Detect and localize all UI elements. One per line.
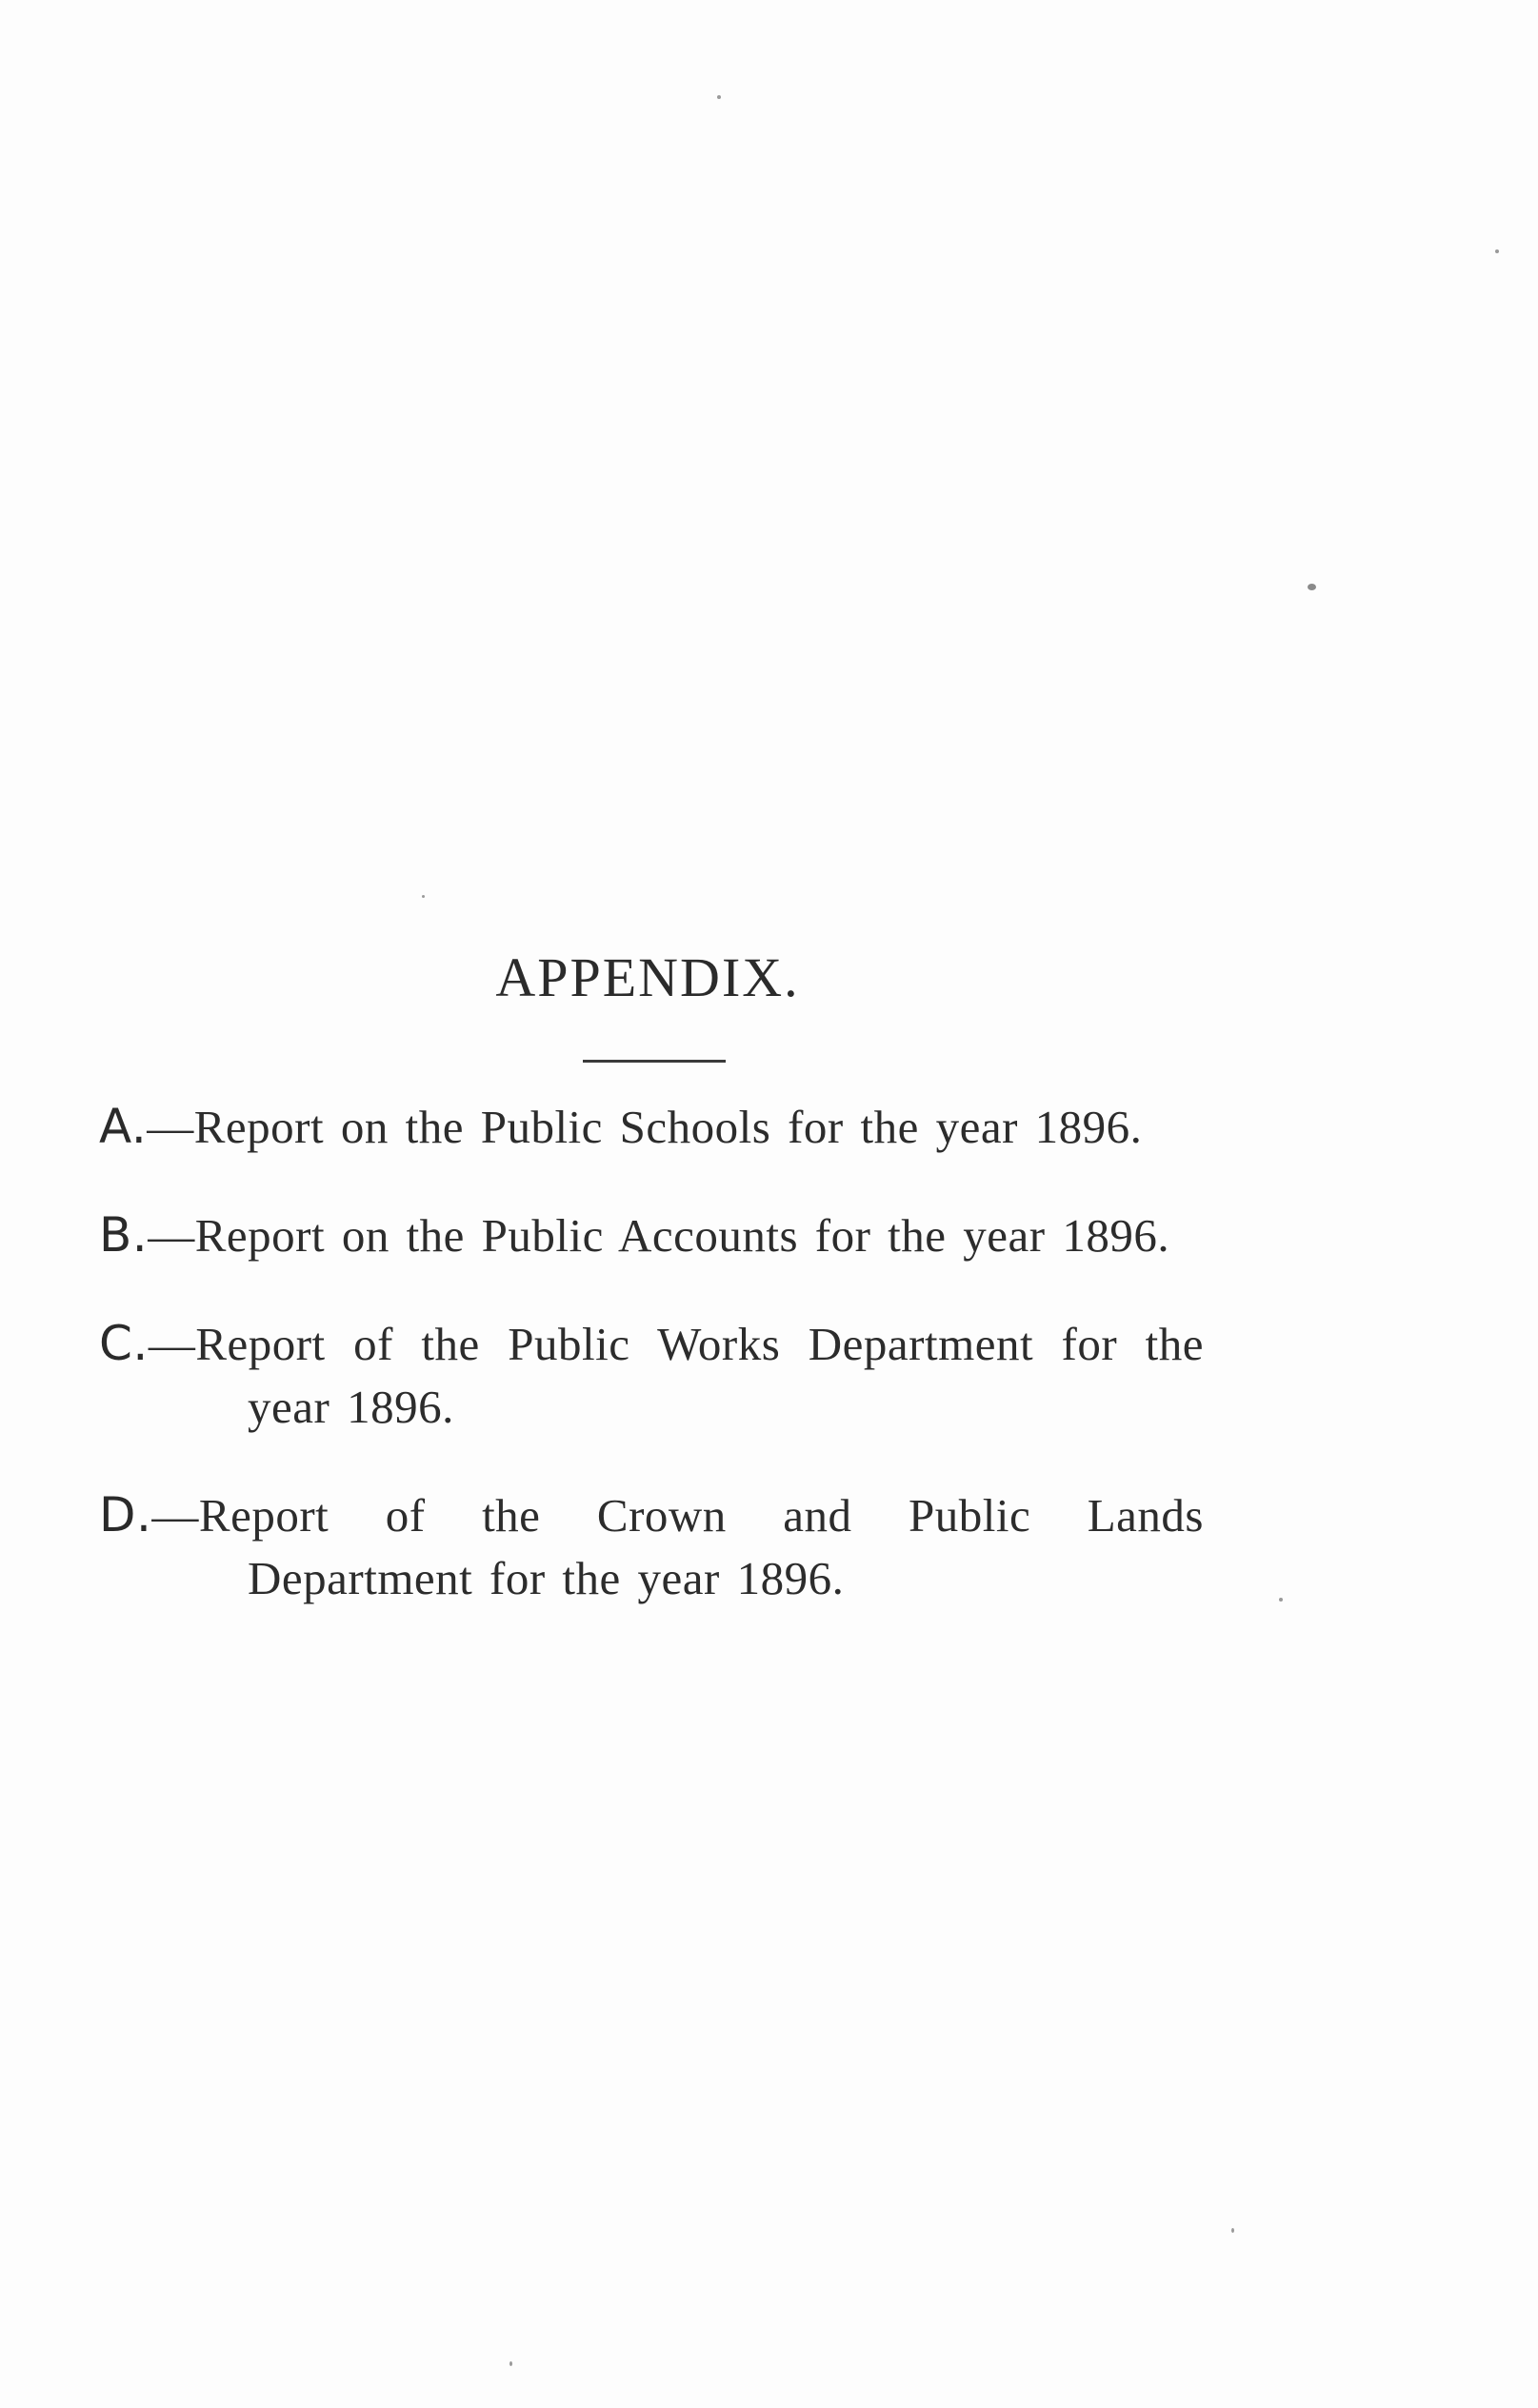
entry-text: Report on the Public Schools for the year 1896. bbox=[193, 1101, 1143, 1153]
scan-speck bbox=[422, 895, 425, 898]
appendix-entry-c bbox=[99, 1312, 1204, 1439]
scan-speck bbox=[1308, 584, 1316, 590]
heading-rule bbox=[583, 1060, 726, 1063]
appendix-list bbox=[99, 1095, 1204, 1655]
entry-letter: B. bbox=[99, 1207, 149, 1263]
appendix-entry-a bbox=[99, 1095, 1204, 1159]
entry-letter: A. bbox=[99, 1099, 148, 1154]
appendix-entry-b bbox=[99, 1204, 1204, 1267]
appendix-entry-d bbox=[99, 1483, 1204, 1610]
entry-dash: — bbox=[148, 1209, 195, 1262]
entry-letter: D. bbox=[99, 1487, 152, 1542]
scan-speck bbox=[1231, 2228, 1234, 2233]
scan-speck bbox=[1495, 249, 1499, 253]
entry-text: Report on the Public Accounts for the year 1896. bbox=[194, 1209, 1170, 1262]
entry-text: Report of the Crown and Public Lands Department for the year 1896. bbox=[198, 1489, 1204, 1604]
entry-dash: — bbox=[148, 1318, 196, 1370]
scan-speck bbox=[1279, 1598, 1283, 1602]
entry-dash: — bbox=[147, 1101, 194, 1153]
scan-speck bbox=[717, 95, 721, 99]
entry-dash: — bbox=[151, 1489, 199, 1542]
scan-speck bbox=[509, 2361, 512, 2366]
appendix-heading: APPENDIX. bbox=[495, 946, 800, 1008]
entry-letter: C. bbox=[99, 1316, 149, 1371]
entry-text: Report of the Public Works Department for the year 1896. bbox=[195, 1318, 1204, 1433]
